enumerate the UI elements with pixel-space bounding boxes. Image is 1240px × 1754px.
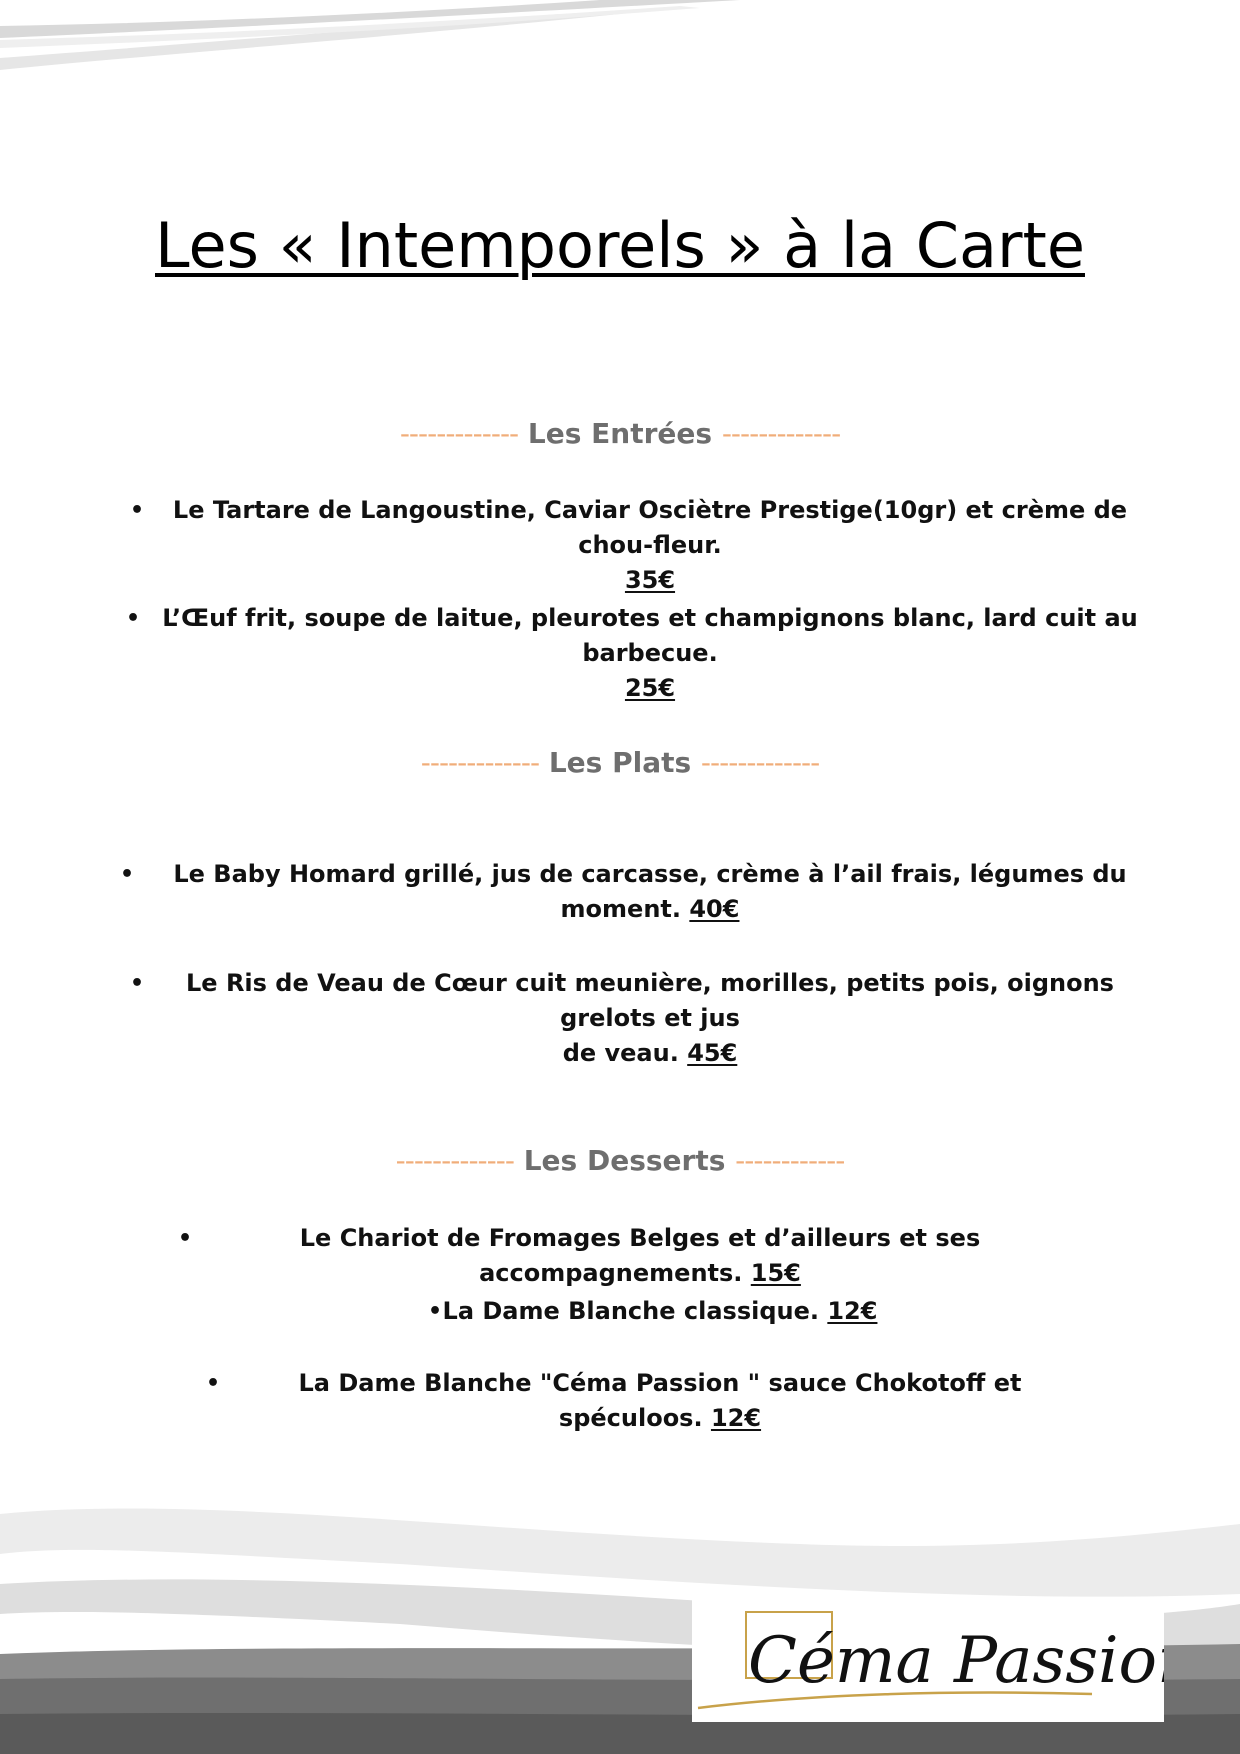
- menu-item-text: Le Tartare de Langoustine, Caviar Osciètre Prestige(10gr) et crème de chou-fleur.: [172, 496, 1128, 559]
- section-dashes-left: -------------: [395, 1144, 514, 1177]
- section-heading-desserts: [0, 1144, 1240, 1178]
- section-dashes-right: ------------: [735, 1144, 845, 1177]
- logo-artwork: [692, 1598, 1164, 1722]
- menu-item-price: 25€: [624, 674, 676, 702]
- section-dashes-right: -------------: [700, 746, 820, 779]
- section-dashes-right: -------------: [721, 417, 841, 450]
- bullet-icon: •: [120, 862, 135, 887]
- menu-item-homard: [120, 857, 1170, 927]
- section-dashes-left: -------------: [420, 746, 540, 779]
- menu-item-oeuf: [126, 601, 1160, 706]
- section-dashes-left: -------------: [399, 417, 519, 450]
- menu-item-text: Le Baby Homard grillé, jus de carcasse, crème à l’ail frais, légumes du moment.: [173, 860, 1127, 923]
- menu-item-text: La Dame Blanche classique.: [442, 1297, 819, 1325]
- menu-item-ris-de-veau: [130, 966, 1160, 1071]
- menu-item-text: L’Œuf frit, soupe de laitue, pleurotes et champignons blanc, lard cuit au barbecue.: [162, 604, 1138, 667]
- page-title: [0, 209, 1240, 282]
- bullet-icon: •: [130, 498, 145, 523]
- section-heading-plats: [0, 746, 1240, 780]
- bullet-icon: •: [130, 971, 145, 996]
- section-heading-entrees: [0, 417, 1240, 451]
- menu-item-price: 15€: [750, 1259, 801, 1287]
- menu-item-price: 40€: [689, 895, 740, 923]
- menu-item-tartare: [130, 493, 1150, 598]
- bullet-icon: •: [178, 1226, 193, 1251]
- bullet-icon: •: [428, 1299, 443, 1324]
- page-title-text: Les « Intemporels » à la Carte: [155, 209, 1085, 282]
- menu-item-price: 12€: [827, 1297, 878, 1325]
- menu-item-text-line1: Le Ris de Veau de Cœur cuit meunière, morilles, petits pois, oignons grelots et jus: [186, 969, 1114, 1032]
- menu-item-dame-blanche-cema: [206, 1366, 1090, 1436]
- section-label: Les Desserts: [523, 1144, 726, 1177]
- section-label: Les Plats: [548, 746, 692, 779]
- bullet-icon: •: [206, 1371, 221, 1396]
- menu-item-fromages: [178, 1221, 1080, 1291]
- section-label: Les Entrées: [527, 417, 713, 450]
- logo-text: Céma Passion: [748, 1624, 1164, 1698]
- menu-item-price: 12€: [710, 1404, 762, 1432]
- brand-logo: [692, 1598, 1164, 1722]
- menu-item-price: 45€: [687, 1039, 738, 1067]
- bullet-icon: •: [126, 606, 141, 631]
- top-brush-decoration: [0, 0, 1240, 100]
- menu-item-text-line2: de veau.: [562, 1039, 679, 1067]
- menu-item-price: 35€: [624, 566, 676, 594]
- menu-item-text: Le Chariot de Fromages Belges et d’ailleurs et ses accompagnements.: [299, 1224, 981, 1287]
- menu-item-dame-blanche: [428, 1294, 880, 1329]
- menu-item-text: La Dame Blanche "Céma Passion " sauce Chokotoff et spéculoos.: [298, 1369, 1022, 1432]
